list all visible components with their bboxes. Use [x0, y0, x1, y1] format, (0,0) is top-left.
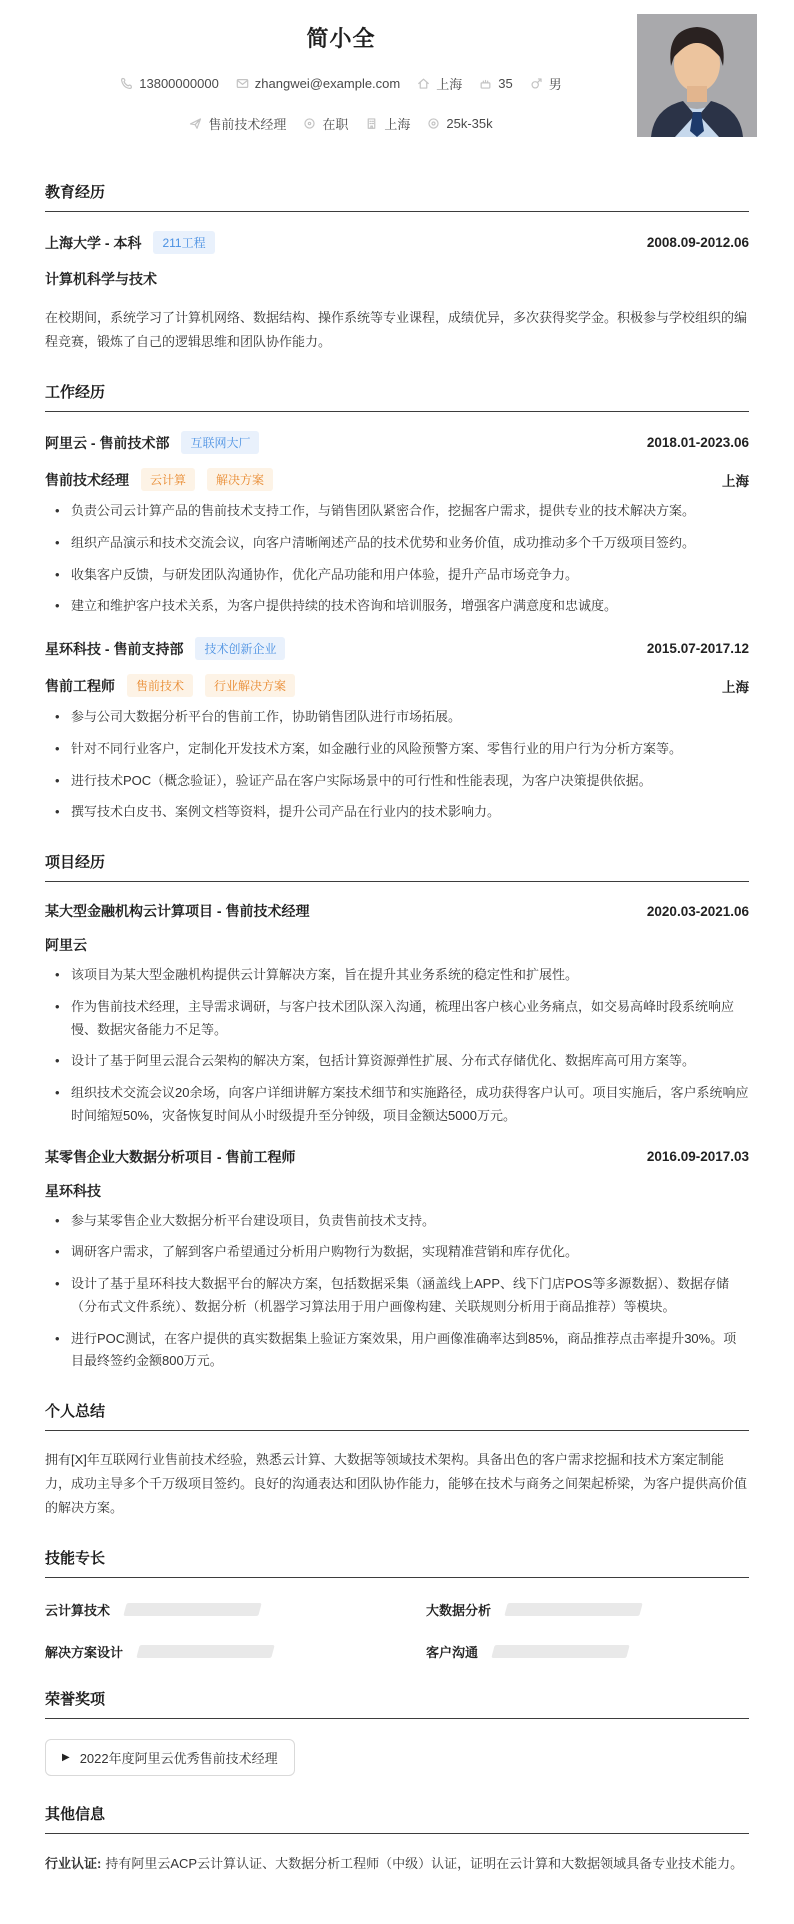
project-bullets	[45, 1210, 749, 1374]
skill-label: 云计算技术	[45, 1603, 111, 1619]
contact-position	[189, 114, 286, 133]
paper-plane-icon	[189, 117, 202, 130]
section-title-other: 其他信息	[45, 1803, 749, 1834]
work-bullet: • 负责公司云计算产品的售前技术支持工作，与销售团队紧密合作，挖掘客户需求，提供专业的技术解决方案。	[45, 500, 749, 523]
contact-row-1	[45, 74, 637, 93]
work-bullets	[45, 500, 749, 618]
contact-age	[479, 76, 512, 91]
resume-header	[45, 14, 749, 154]
job-role: 售前工程师	[45, 677, 115, 694]
skill-label: 解决方案设计	[45, 1645, 124, 1661]
work-location: 上海	[722, 473, 749, 489]
role-tag: 行业解决方案	[205, 674, 295, 697]
section-title-projects: 项目经历	[45, 851, 749, 882]
age-icon	[479, 77, 492, 90]
skill-bar	[491, 1645, 629, 1658]
project-entry	[45, 1147, 749, 1374]
phone-icon	[120, 77, 133, 90]
honor-chip[interactable]	[45, 1739, 295, 1776]
section-title-honors: 荣誉奖项	[45, 1688, 749, 1719]
skill-item	[45, 1642, 368, 1661]
work-bullet: • 针对不同行业客户，定制化开发技术方案，如金融行业的风险预警方案、零售行业的用户行为分析方案等。	[45, 738, 749, 761]
project-bullet: • 参与某零售企业大数据分析平台建设项目，负责售前技术支持。	[45, 1210, 749, 1233]
email-value: zhangwei@example.com	[254, 76, 401, 91]
section-work	[45, 381, 749, 824]
work-bullet: • 进行技术POC（概念验证），验证产品在客户实际场景中的可行性和性能表现，为客户决策提供依据。	[45, 770, 749, 793]
status-icon	[303, 117, 316, 130]
city-value: 上海	[436, 77, 463, 92]
status-value: 在职	[322, 117, 349, 132]
project-company: 阿里云	[45, 937, 87, 954]
profile-photo	[637, 14, 757, 137]
contact-phone	[120, 76, 219, 91]
project-name: 某零售企业大数据分析项目 - 售前工程师	[45, 1148, 296, 1165]
role-tag: 售前技术	[127, 674, 193, 697]
work-date: 2018.01-2023.06	[646, 435, 749, 451]
skill-label: 大数据分析	[426, 1603, 492, 1619]
section-projects	[45, 851, 749, 1373]
project-bullet: • 进行POC测试，在客户提供的真实数据集上验证方案效果，用户画像准确率达到85%，商品推荐点击率提升30%。项目最终签约金额800万元。	[45, 1328, 749, 1374]
work-entry	[45, 637, 749, 824]
school-name: 上海大学 - 本科	[45, 234, 142, 251]
contact-email	[236, 76, 400, 91]
work-bullet: • 撰写技术白皮书、案例文档等资料，提升公司产品在行业内的技术影响力。	[45, 801, 749, 824]
project-bullet: • 该项目为某大型金融机构提供云计算解决方案，旨在提升其业务系统的稳定性和扩展性。	[45, 964, 749, 987]
company-name: 阿里云 - 售前技术部	[45, 434, 170, 451]
section-title-education: 教育经历	[45, 181, 749, 212]
contact-city	[417, 74, 462, 93]
education-date: 2008.09-2012.06	[646, 235, 749, 250]
work-bullets	[45, 706, 749, 824]
company-name: 星环科技 - 售前支持部	[45, 640, 184, 657]
salary-value: 25k-35k	[446, 116, 493, 131]
major-name: 计算机科学与技术	[45, 271, 157, 287]
section-title-summary: 个人总结	[45, 1400, 749, 1431]
age-value: 35	[498, 76, 513, 91]
skill-item	[45, 1600, 368, 1619]
target-icon	[427, 117, 440, 130]
skills-grid	[45, 1600, 749, 1661]
work-date: 2015.07-2017.12	[646, 641, 749, 657]
project-date: 2020.03-2021.06	[646, 903, 749, 919]
contact-row-2	[45, 114, 637, 133]
education-description: 在校期间，系统学习了计算机网络、数据结构、操作系统等专业课程，成绩优异，多次获得奖学金。积极参与学校组织的编程竞赛，锻炼了自己的逻辑思维和团队协作能力。	[45, 310, 748, 350]
section-honors	[45, 1688, 749, 1776]
work-bullet: • 收集客户反馈，与研发团队沟通协作，优化产品功能和用户体验，提升产品市场竞争力。	[45, 564, 749, 587]
project-bullet: • 设计了基于阿里云混合云架构的解决方案，包括计算资源弹性扩展、分布式存储优化、数据库高可用方案等。	[45, 1050, 749, 1073]
summary-text: 拥有[X]年互联网行业售前技术经验，熟悉云计算、大数据等领域技术架构。具备出色的客户需求挖掘和技术方案定制能力，成功主导多个千万级项目签约。良好的沟通表达和团队协作能力，能够在技术与商务之间架起桥梁，为客户提供高价值的解决方案。	[45, 1452, 748, 1516]
section-other	[45, 1803, 749, 1875]
building-icon	[365, 117, 378, 130]
contact-gender	[530, 74, 562, 93]
contact-status	[303, 114, 348, 133]
skill-bar	[504, 1603, 642, 1616]
skill-bar	[123, 1603, 261, 1616]
skill-label: 客户沟通	[426, 1645, 479, 1661]
company-badge: 技术创新企业	[195, 637, 285, 660]
other-info-line	[45, 1852, 749, 1875]
project-date: 2016.09-2017.03	[646, 1149, 749, 1165]
school-badge: 211工程	[153, 231, 214, 254]
phone-value: 13800000000	[139, 76, 219, 91]
play-triangle-icon: ▶	[62, 1752, 70, 1764]
project-name: 某大型金融机构云计算项目 - 售前技术经理	[45, 903, 310, 920]
work-city-value: 上海	[384, 117, 411, 132]
project-bullet: • 组织技术交流会议20余场，向客户详细讲解方案技术细节和实施路径，成功获得客户认可。项目实施后，客户系统响应时间缩短50%，灾备恢复时间从小时级提升至分钟级，项目金额达5000万元。	[45, 1082, 749, 1128]
project-entry	[45, 901, 749, 1128]
work-bullet: • 建立和维护客户技术关系，为客户提供持续的技术咨询和培训服务，增强客户满意度和忠诚度。	[45, 595, 749, 618]
role-tag: 解决方案	[207, 468, 273, 491]
section-education	[45, 181, 749, 354]
position-value: 售前技术经理	[208, 117, 287, 132]
project-company: 星环科技	[45, 1182, 101, 1199]
candidate-name: 简小全	[306, 26, 376, 51]
project-bullet: • 调研客户需求，了解到客户希望通过分析用户购物行为数据，实现精准营销和库存优化。	[45, 1241, 749, 1264]
certification-text: 持有阿里云ACP云计算认证、大数据分析工程师（中级）认证，证明在云计算和大数据领域具备专业技术能力。	[105, 1856, 744, 1872]
contact-work-city	[365, 114, 410, 133]
mail-icon	[236, 77, 249, 90]
work-entry	[45, 431, 749, 618]
section-title-work: 工作经历	[45, 381, 749, 412]
project-bullet: • 作为售前技术经理，主导需求调研，与客户技术团队深入沟通，梳理出客户核心业务痛点，如交易高峰时段系统响应慢、数据灾备能力不足等。	[45, 996, 749, 1042]
skill-bar	[136, 1645, 274, 1658]
work-bullet: • 参与公司大数据分析平台的售前工作，协助销售团队进行市场拓展。	[45, 706, 749, 729]
company-badge: 互联网大厂	[181, 431, 259, 454]
gender-icon	[530, 77, 543, 90]
gender-value: 男	[548, 77, 562, 92]
certification-label: 行业认证:	[45, 1856, 102, 1872]
contact-salary	[427, 116, 492, 131]
job-role: 售前技术经理	[45, 471, 129, 488]
work-location: 上海	[722, 679, 749, 695]
home-icon	[417, 77, 430, 90]
project-bullet: • 设计了基于星环科技大数据平台的解决方案，包括数据采集（涵盖线上APP、线下门店POS等多源数据）、数据存储（分布式文件系统）、数据分析（机器学习算法用于用户画像构建、关联规则分析用于商品推荐）等模块。	[45, 1273, 749, 1319]
project-bullets	[45, 964, 749, 1128]
honor-text: 2022年度阿里云优秀售前技术经理	[79, 1751, 278, 1767]
role-tag: 云计算	[141, 468, 195, 491]
section-summary	[45, 1400, 749, 1520]
header-content	[45, 14, 637, 133]
work-bullet: • 组织产品演示和技术交流会议，向客户清晰阐述产品的技术优势和业务价值，成功推动多个千万级项目签约。	[45, 532, 749, 555]
skill-item	[426, 1600, 749, 1619]
section-skills	[45, 1547, 749, 1661]
section-title-skills: 技能专长	[45, 1547, 749, 1578]
skill-item	[426, 1642, 749, 1661]
